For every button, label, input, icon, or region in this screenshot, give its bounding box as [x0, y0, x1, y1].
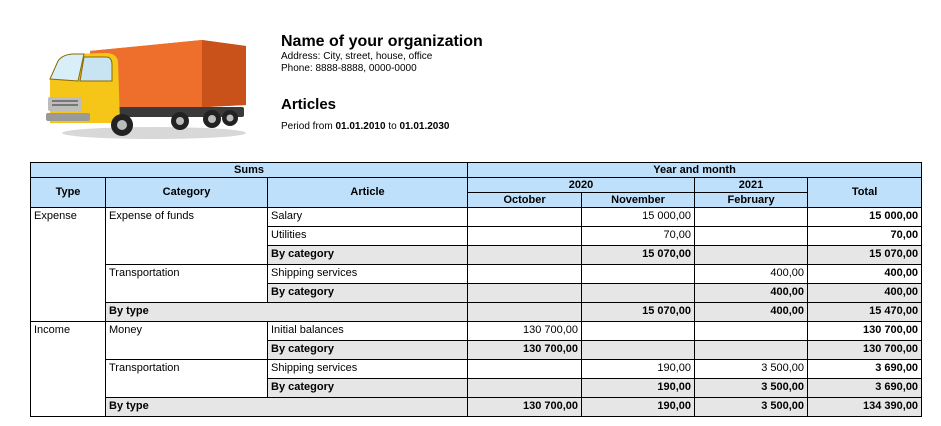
cell-february: 400,00	[695, 303, 808, 322]
cell-february: 3 500,00	[695, 379, 808, 398]
cell-october	[468, 379, 582, 398]
cell-category-money: Money	[106, 322, 268, 360]
cell-february	[695, 227, 808, 246]
cell-february: 400,00	[695, 284, 808, 303]
report-table	[30, 162, 922, 417]
report-period	[281, 121, 450, 133]
cell-october: 130 700,00	[468, 322, 582, 341]
cell-category-transportation: Transportation	[106, 265, 268, 303]
cell-october	[468, 360, 582, 379]
header-article: Article	[268, 178, 468, 208]
cell-total: 3 690,00	[808, 379, 922, 398]
header-february: February	[695, 193, 808, 208]
header-november: November	[582, 193, 695, 208]
cell-article: Utilities	[268, 227, 468, 246]
cell-october	[468, 284, 582, 303]
cell-october	[468, 246, 582, 265]
cell-article: Shipping services	[268, 360, 468, 379]
header-type: Type	[31, 178, 106, 208]
period-from: 01.01.2010	[335, 121, 386, 132]
cell-february: 3 500,00	[695, 360, 808, 379]
cell-november	[582, 265, 695, 284]
cell-february	[695, 246, 808, 265]
header-year-month: Year and month	[468, 163, 922, 178]
cell-category-transportation: Transportation	[106, 360, 268, 398]
cell-total: 400,00	[808, 284, 922, 303]
cell-total: 70,00	[808, 227, 922, 246]
header-row-1	[31, 163, 922, 178]
cell-november	[582, 341, 695, 360]
type-total-row	[31, 303, 922, 322]
period-prefix: Period from	[281, 121, 336, 132]
cell-february: 3 500,00	[695, 398, 808, 417]
cell-october	[468, 227, 582, 246]
cell-november: 190,00	[582, 398, 695, 417]
table-row	[31, 208, 922, 227]
cell-november: 190,00	[582, 379, 695, 398]
cell-november: 190,00	[582, 360, 695, 379]
header-sums: Sums	[31, 163, 468, 178]
cell-article: Salary	[268, 208, 468, 227]
cell-type-income: Income	[31, 322, 106, 417]
header-total: Total	[808, 178, 922, 208]
table-row	[31, 265, 922, 284]
organization-address: Address: City, street, house, office	[281, 51, 433, 62]
cell-november: 70,00	[582, 227, 695, 246]
cell-article: Initial balances	[268, 322, 468, 341]
cell-by-category-label: By category	[268, 379, 468, 398]
cell-october	[468, 265, 582, 284]
cell-total: 130 700,00	[808, 341, 922, 360]
cell-by-category-label: By category	[268, 341, 468, 360]
period-mid: to	[385, 121, 400, 132]
header-category: Category	[106, 178, 268, 208]
truck-icon	[44, 37, 250, 143]
cell-november: 15 000,00	[582, 208, 695, 227]
cell-by-type-label: By type	[106, 303, 468, 322]
cell-total: 3 690,00	[808, 360, 922, 379]
cell-october: 130 700,00	[468, 341, 582, 360]
cell-type-expense: Expense	[31, 208, 106, 322]
cell-total: 15 470,00	[808, 303, 922, 322]
table-row	[31, 322, 922, 341]
cell-total: 15 070,00	[808, 246, 922, 265]
header-year-2021: 2021	[695, 178, 808, 193]
cell-article: Shipping services	[268, 265, 468, 284]
table-row	[31, 360, 922, 379]
cell-by-category-label: By category	[268, 246, 468, 265]
type-total-row	[31, 398, 922, 417]
cell-october	[468, 303, 582, 322]
cell-total: 130 700,00	[808, 322, 922, 341]
cell-november	[582, 284, 695, 303]
header-year-2020: 2020	[468, 178, 695, 193]
organization-phone: Phone: 8888-8888, 0000-0000	[281, 63, 417, 74]
cell-october: 130 700,00	[468, 398, 582, 417]
cell-october	[468, 208, 582, 227]
cell-february	[695, 341, 808, 360]
cell-category-expense-of-funds: Expense of funds	[106, 208, 268, 265]
organization-block	[281, 32, 483, 75]
cell-february: 400,00	[695, 265, 808, 284]
cell-total: 15 000,00	[808, 208, 922, 227]
cell-november	[582, 322, 695, 341]
header-row-2	[31, 178, 922, 193]
period-to: 01.01.2030	[399, 121, 450, 132]
cell-total: 134 390,00	[808, 398, 922, 417]
header-october: October	[468, 193, 582, 208]
cell-by-category-label: By category	[268, 284, 468, 303]
organization-name: Name of your organization	[281, 33, 483, 50]
cell-by-type-label: By type	[106, 398, 468, 417]
cell-february	[695, 322, 808, 341]
cell-february	[695, 208, 808, 227]
cell-november: 15 070,00	[582, 303, 695, 322]
report-title: Articles	[281, 96, 337, 113]
cell-total: 400,00	[808, 265, 922, 284]
cell-november: 15 070,00	[582, 246, 695, 265]
